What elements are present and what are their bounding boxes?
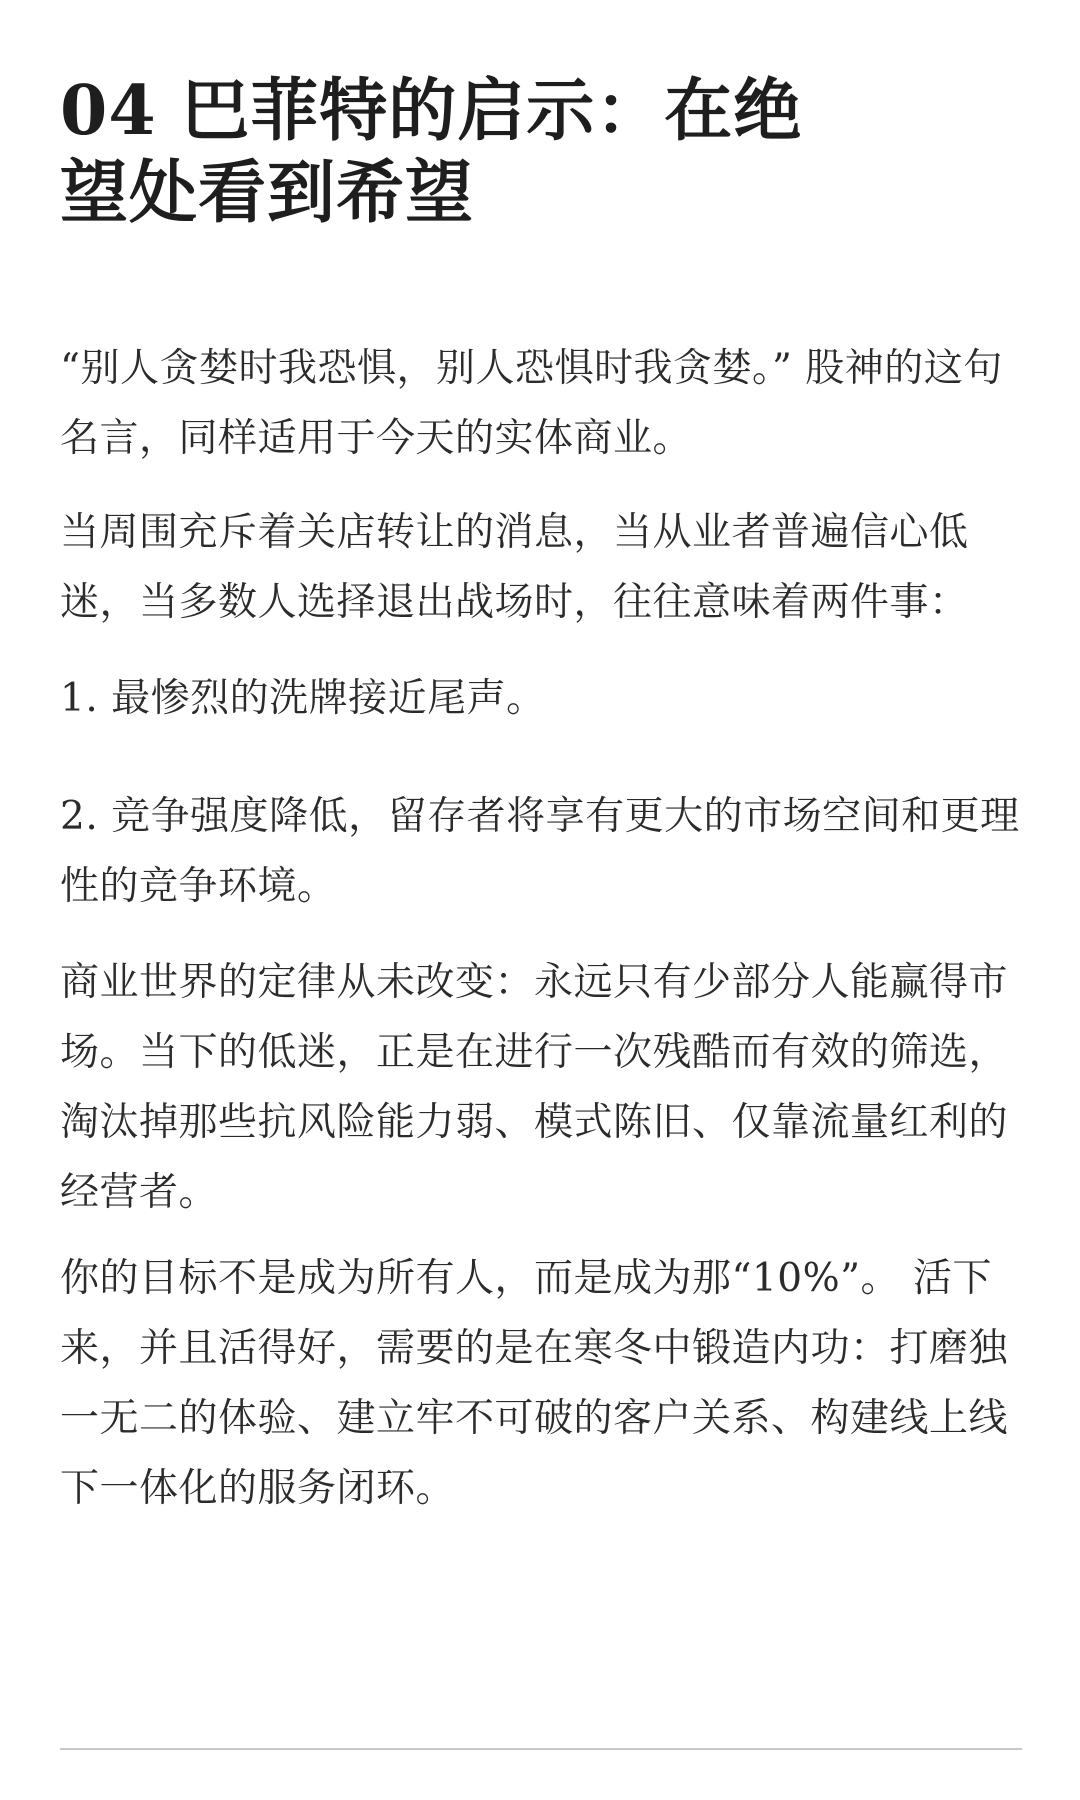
article-title: 04 巴菲特的启示：在绝望处看到希望 [60, 71, 803, 233]
paragraph-business-law: 商业世界的定律从未改变：永远只有少部分人能赢得市场。当下的低迷，正是在进行一次残酷而有效的筛选，淘汰掉那些抗风险能力弱、模式陈旧、仅靠流量红利的经营者。 [60, 960, 1009, 1215]
article-page [60, 0, 1022, 1800]
paragraph-target-10-percent: 你的目标不是成为所有人，而是成为那“10%”。 活下来，并且活得好，需要的是在寒冬中锻造内功：打磨独一无二的体验、建立牢不可破的客户关系、构建线上线下一体化的服务闭环。 [60, 1256, 1009, 1511]
list-item-1: 1. 最惨烈的洗牌接近尾声。 [60, 676, 546, 721]
paragraph-market-signals: 当周围充斥着关店转让的消息，当从业者普遍信心低迷，当多数人选择退出战场时，往往意味着两件事： [60, 510, 969, 625]
list-item-2: 2. 竞争强度降低，留存者将享有更大的市场空间和更理性的竞争环境。 [60, 794, 1020, 909]
paragraph-buffett-quote: “别人贪婪时我恐惧，别人恐惧时我贪婪。” 股神的这句名言，同样适用于今天的实体商业。 [60, 346, 1003, 461]
bottom-divider [60, 1748, 1022, 1750]
